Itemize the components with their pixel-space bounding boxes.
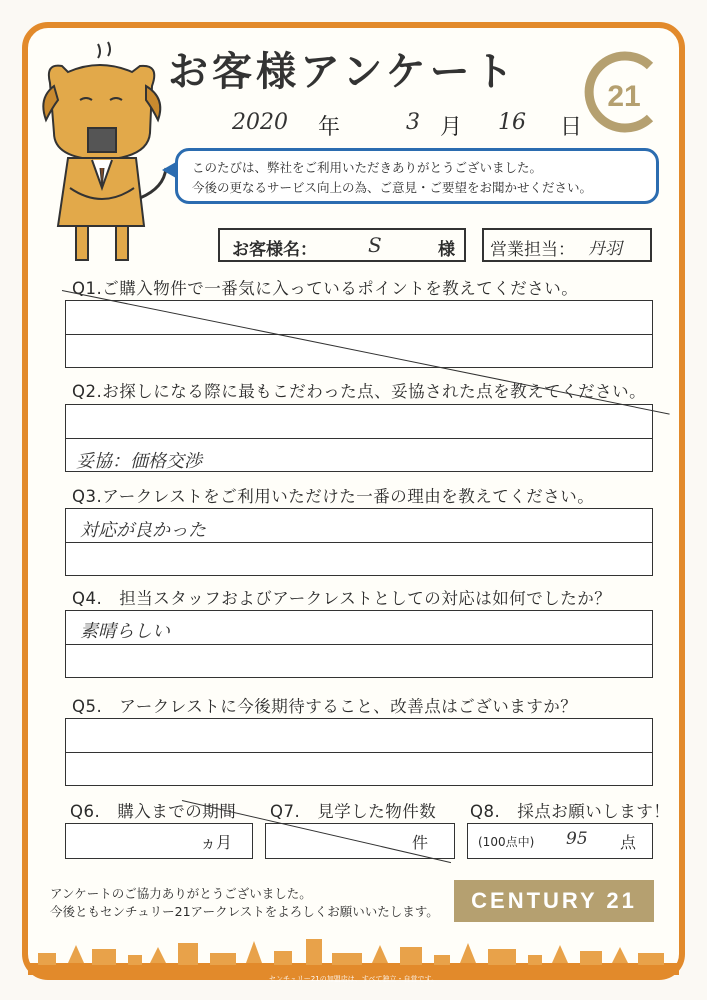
date-day: 16 bbox=[498, 110, 526, 135]
footer-line-1: アンケートのご協力ありがとうございました。 bbox=[50, 886, 312, 901]
mascot-dog-illustration bbox=[40, 38, 170, 263]
greeting-line-2: 今後の更なるサービス向上の為、ご意見・ご要望をお聞かせください。 bbox=[192, 180, 593, 195]
answer-box-1 bbox=[65, 300, 653, 368]
customer-name-value: S bbox=[368, 233, 382, 257]
q8-prefix: (100点中) bbox=[478, 835, 535, 849]
question-2: Q2.お探しになる際に最もこだわった点、妥協された点を教えてください。 bbox=[72, 382, 647, 401]
q6-unit: ヵ月 bbox=[200, 833, 233, 852]
question-3: Q3.アークレストをご利用いただけた一番の理由を教えてください。 bbox=[72, 487, 595, 506]
question-5: Q5. アークレストに今後期待すること、改善点はございますか？ bbox=[72, 697, 578, 716]
date-month-unit: 月 bbox=[440, 115, 463, 140]
staff-label: 営業担当： bbox=[490, 240, 575, 260]
question-8: Q8. 採点お願いします！ bbox=[470, 802, 671, 821]
q8-score: 95 bbox=[566, 829, 588, 849]
answer-3-text: 対応が良かった bbox=[80, 520, 206, 541]
townscape-illustration bbox=[28, 935, 679, 975]
greeting-bubble bbox=[175, 148, 659, 204]
q7-unit: 件 bbox=[412, 833, 429, 852]
century21-logo-icon bbox=[580, 50, 664, 134]
answer-4-text: 素晴らしい bbox=[80, 621, 170, 642]
svg-text:21: 21 bbox=[607, 80, 641, 113]
staff-name: 丹羽 bbox=[588, 239, 622, 259]
speech-bubble-tail bbox=[162, 162, 176, 178]
date-month: 3 bbox=[406, 110, 420, 135]
answer-2-text: 妥協：価格交渉 bbox=[76, 451, 202, 472]
question-6: Q6. 購入までの期間 bbox=[70, 802, 237, 821]
date-year-unit: 年 bbox=[318, 115, 341, 140]
page-title: お客様アンケート bbox=[168, 49, 518, 95]
greeting-line-1: このたびは、弊社をご利用いただきありがとうございました。 bbox=[192, 160, 543, 175]
footer-line-2: 今後ともセンチュリー21アークレストをよろしくお願いいたします。 bbox=[50, 904, 439, 919]
question-7: Q7. 見学した物件数 bbox=[270, 802, 437, 821]
date-year: 2020 bbox=[232, 110, 288, 135]
date-day-unit: 日 bbox=[560, 115, 583, 140]
q8-unit: 点 bbox=[620, 833, 637, 852]
customer-name-suffix: 様 bbox=[438, 240, 455, 260]
customer-name-label: お客様名： bbox=[232, 240, 317, 260]
century21-brand-banner: CENTURY 21 bbox=[454, 880, 654, 922]
question-1: Q1.ご購入物件で一番気に入っているポイントを教えてください。 bbox=[72, 279, 579, 298]
answer-box-5 bbox=[65, 718, 653, 786]
footer-note: センチュリー21の加盟店は、すべて独立・自営です。 bbox=[269, 975, 438, 983]
question-4: Q4. 担当スタッフおよびアークレストとしての対応は如何でしたか？ bbox=[72, 589, 612, 608]
